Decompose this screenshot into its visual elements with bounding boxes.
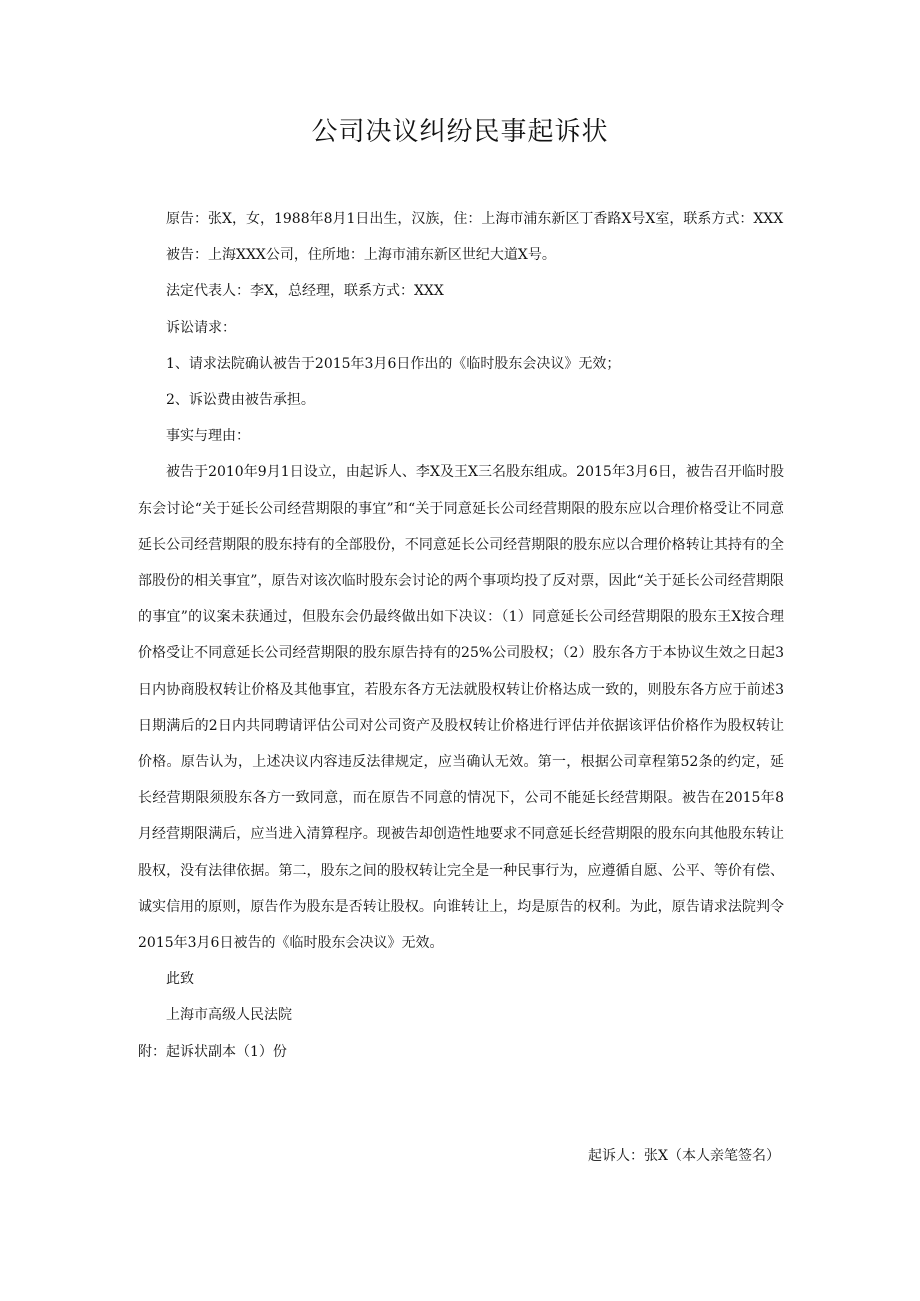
claim-item-2: 2、诉讼费由被告承担。 xyxy=(166,392,315,409)
salutation: 此致 xyxy=(166,971,194,988)
document-body xyxy=(138,201,784,1070)
claim-item-1: 1、请求法院确认被告于2015年3月6日作出的《临时股东会决议》无效； xyxy=(166,355,621,372)
signature-line: 起诉人：张X（本人亲笔签名） xyxy=(588,1148,780,1164)
plaintiff-info: 原告：张X，女，1988年8月1日出生，汉族，住：上海市浦东新区丁香路X号X室，联系方式：XXX xyxy=(166,211,784,227)
facts-paragraph: 被告于2010年9月1日设立，由起诉人、李X及王X三名股东组成。2015年3月6日，被告召开临时股东会讨论“关于延长公司经营期限的事宜”和“关于同意延长公司经营期限的股东应以合理价格受让不同意延长公司经营期限的股东持有的全部股份，不同意延长公司经营期限的股东应以合理价格转让其持有的全部股份的相关事宜”，原告对该次临时股东会讨论的两个事项均投了反对票，因此“关于延长公司经营期限的事宜”的议案未获通过，但股东会仍最终做出如下决议：（1）同意延长公司经营期限的股东王X按合理价格受让不同意延长公司经营期限的股东原告持有的25%公司股权；（2）股东各方于本协议生效之日起3日内协商股权转让价格及其他事宜，若股东各方无法就股权转让价格达成一致的，则股东各方应于前述3日期满后的2日内共同聘请评估公司对公司资产及股权转让价格进行评估并依据该评估价格作为股权转让价格。原告认为，上述决议内容违反法律规定，应当确认无效。第一，根据公司章程第52条的约定，延长经营期限须股东各方一致同意，而在原告不同意的情况下，公司不能延长经营期限。被告在2015年8月经营期限满后，应当进入清算程序。现被告却创造性地要求不同意延长经营期限的股东向其他股东转让股权，没有法律依据。第二，股东之间的股权转让完全是一种民事行为，应遵循自愿、公平、等价有偿、诚实信用的原则，原告作为股东是否转让股权。向谁转让上，均是原告的权利。为此，原告请求法院判令2015年3月6日被告的《临时股东会决议》无效。 xyxy=(138,464,784,952)
facts-heading: 事实与理由： xyxy=(166,428,250,445)
document-title: 公司决议纠纷民事起诉状 xyxy=(311,117,609,147)
attachment-note: 附：起诉状副本（1）份 xyxy=(138,1043,287,1060)
court-name: 上海市高级人民法院 xyxy=(166,1007,292,1024)
legal-representative-info: 法定代表人：李X，总经理，联系方式：XXX xyxy=(166,283,444,300)
defendant-info: 被告：上海XXX公司，住所地：上海市浦东新区世纪大道X号。 xyxy=(166,247,556,264)
claims-heading: 诉讼请求： xyxy=(166,319,236,336)
